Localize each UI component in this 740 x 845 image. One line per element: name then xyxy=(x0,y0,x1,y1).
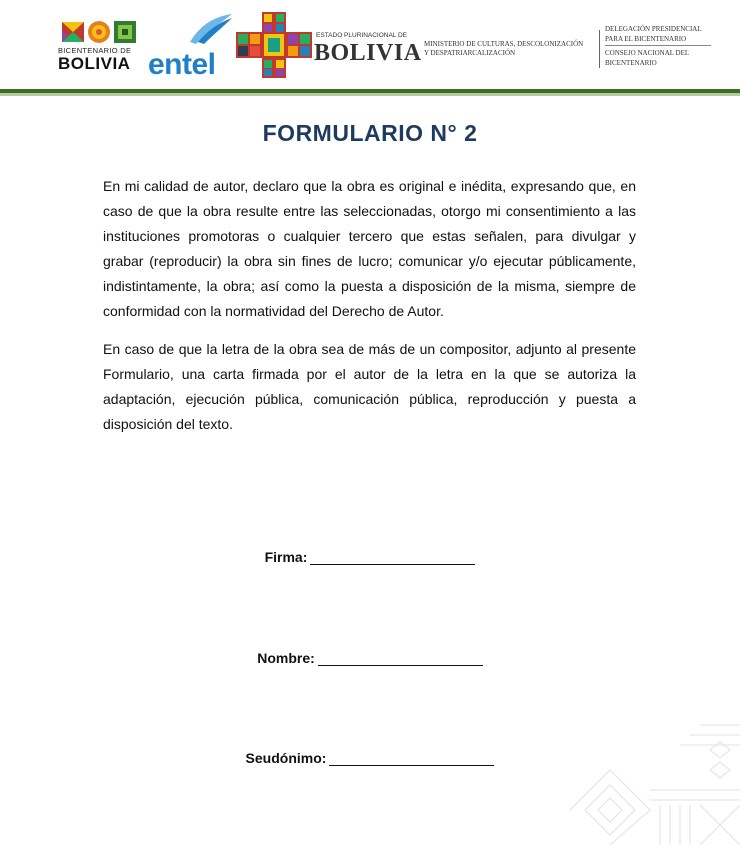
bicentenario-emblem-icon xyxy=(60,18,138,44)
signature-field xyxy=(0,549,740,565)
header-bar-light xyxy=(0,93,740,96)
declaration-paragraph: En mi calidad de autor, declaro que la obra es original e inédita, expresando que, en caso de que la obra resulte entre las seleccionadas, otorgo mi consentimiento a las instituciones promotoras o cualquier tercero que estas señalen, para divulgar y grabar (reproducir) la obra sin fines de lucro; comunicar y/o ejecutar públicamente, indistintamente, la obra; así como la puesta a disposición de la misma, siempre de conformidad con la normatividad del Derecho de Autor. xyxy=(103,178,636,319)
council-line: CONSEJO NACIONAL DEL xyxy=(605,49,690,57)
signature-line[interactable] xyxy=(310,550,475,565)
signature-label: Firma: xyxy=(264,549,308,565)
ministry-line: Y DESPATRIARCALIZACIÓN xyxy=(424,49,516,57)
ministry-line: MINISTERIO DE CULTURAS, DESCOLONIZACIÓN xyxy=(424,40,584,48)
entel-swoosh-icon xyxy=(188,12,234,46)
estado-name: BOLIVIA xyxy=(314,40,422,66)
name-field xyxy=(0,650,740,666)
letterhead xyxy=(0,0,740,100)
bicentenario-logo xyxy=(58,18,138,78)
delegation-line: DELEGACIÓN PRESIDENCIAL xyxy=(605,25,702,33)
pseudonym-line[interactable] xyxy=(329,751,494,766)
lyrics-paragraph: En caso de que la letra de la obra sea de más de un compositor, adjunto al presente Formulario, una carta firmada por el autor de la letra en la que se autoriza la adaptación, ejecución pública, comunicación pública, reproducción y puesta a disposición del texto. xyxy=(103,341,636,432)
entel-logo xyxy=(148,12,238,81)
estado-plurinacional-logo xyxy=(236,12,422,82)
delegation-block xyxy=(605,24,735,68)
header-divider xyxy=(599,30,600,68)
name-line[interactable] xyxy=(318,651,483,666)
form-title: FORMULARIO N° 2 xyxy=(262,120,478,146)
ministry-name xyxy=(424,40,600,58)
delegation-line: PARA EL BICENTENARIO xyxy=(605,35,687,43)
bicentenario-caption: BICENTENARIO DE xyxy=(58,46,132,55)
entel-wordmark: entel xyxy=(148,48,216,81)
chakana-mosaic-icon xyxy=(236,12,312,78)
bicentenario-name: BOLIVIA xyxy=(58,54,131,73)
estado-caption: ESTADO PLURINACIONAL DE xyxy=(316,32,408,39)
pseudonym-label: Seudónimo: xyxy=(245,750,327,766)
delegation-divider xyxy=(605,45,711,46)
council-line: BICENTENARIO xyxy=(605,59,657,67)
name-label: Nombre: xyxy=(257,650,315,666)
andean-pattern-watermark-icon xyxy=(550,710,740,845)
